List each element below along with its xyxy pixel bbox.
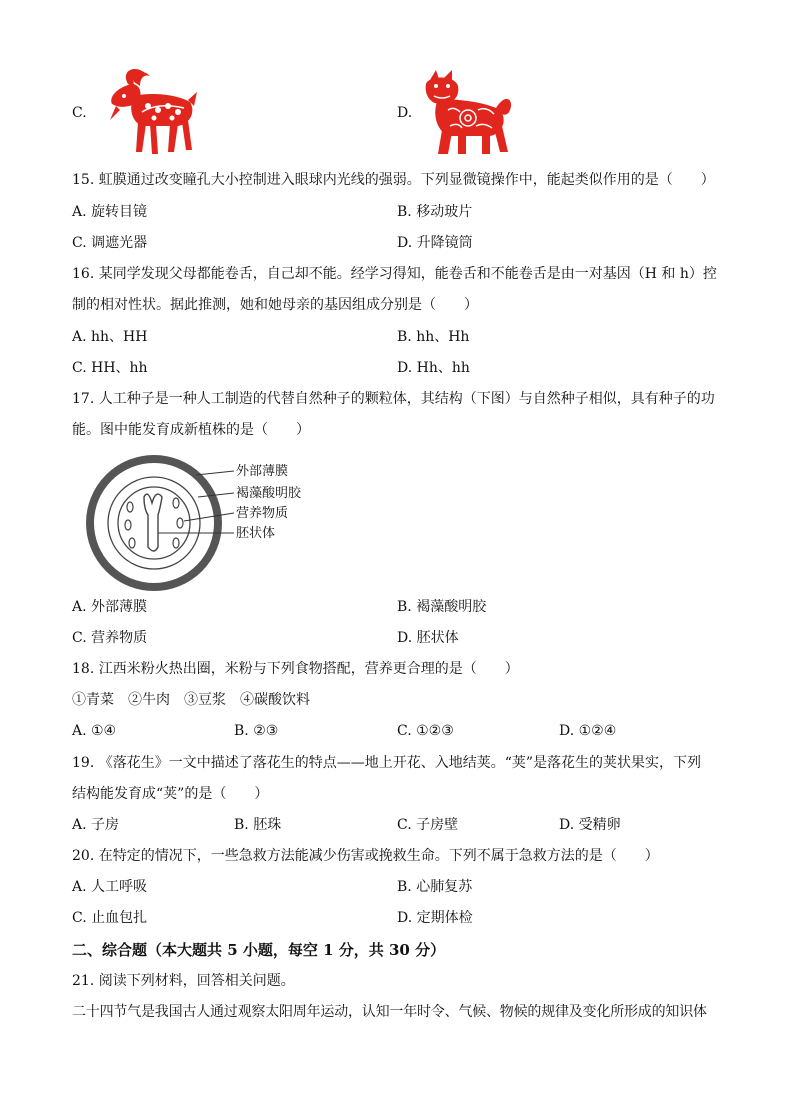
q18-option-b: B. ②③	[234, 723, 279, 739]
alginate-gel-shape	[108, 477, 200, 569]
q21-text: 二十四节气是我国古人通过观察太阳周年运动，认知一年时令、气候、物候的规律及变化所形成的知识体	[72, 1004, 707, 1020]
label-nutrients: 营养物质	[236, 506, 289, 521]
q20-stem: 20. 在特定的情况下，一些急救方法能减少伤害或挽救生命。下列不属于急救方法的是（ ）	[72, 848, 659, 864]
q20-option-a: A. 人工呼吸	[72, 879, 148, 895]
q19-option-b: B. 胚珠	[234, 817, 282, 833]
q18-option-a: A. ①④	[72, 723, 117, 739]
q18-option-c: C. ①②③	[397, 723, 454, 739]
q20-option-c: C. 止血包扎	[72, 910, 148, 926]
q20-option-b: B. 心肺复苏	[397, 879, 473, 895]
q16-option-a: A. hh、HH	[72, 329, 148, 345]
q17-option-a: A. 外部薄膜	[72, 599, 148, 615]
q17-option-c: C. 营养物质	[72, 630, 148, 646]
q15-option-b: B. 移动玻片	[397, 204, 473, 220]
q17-option-d: D. 胚状体	[397, 630, 459, 646]
q19-option-d: D. 受精卵	[559, 817, 621, 833]
q16-option-c: C. HH、hh	[72, 360, 148, 376]
outer-membrane-shape	[90, 459, 218, 587]
q20-option-d: D. 定期体检	[397, 910, 473, 926]
q18-items: ①青菜 ②牛肉 ③豆浆 ④碳酸饮料	[72, 692, 310, 708]
section2-heading: 二、综合题（本大题共 5 小题，每空 1 分，共 30 分）	[72, 941, 446, 959]
q16-stem-line1: 16. 某同学发现父母都能卷舌，自己却不能。经学习得知，能卷舌和不能卷舌是由一对基因（H 和 h）控	[72, 266, 717, 282]
q17-stem-line1: 17. 人工种子是一种人工制造的代替自然种子的颗粒体，其结构（下图）与自然种子相似，具有种子的功	[72, 391, 715, 407]
q15-option-d: D. 升降镜筒	[397, 235, 473, 251]
option-d-label: D.	[397, 105, 413, 121]
label-embryoid: 胚状体	[236, 526, 276, 541]
option-c-label: C.	[72, 105, 87, 121]
q17-option-b: B. 褐藻酸明胶	[397, 599, 487, 615]
q19-stem-line1: 19. 《落花生》一文中描述了落花生的特点——地上开花、入地结荚。“荚”是落花生的荚状果实，下列	[72, 755, 702, 771]
q15-stem: 15. 虹膜通过改变瞳孔大小控制进入眼球内光线的强弱。下列显微镜操作中，能起类似作用的是（ ）	[72, 172, 715, 188]
q16-stem-line2: 制的相对性状。据此推测，她和她母亲的基因组成分别是（ ）	[72, 297, 478, 313]
q19-stem-line2: 结构能发育成“荚”的是（ ）	[72, 786, 269, 802]
embryoid-shape	[144, 494, 162, 551]
label-alginate-gel: 褐藻酸明胶	[236, 486, 302, 501]
artificial-seed-diagram	[84, 453, 324, 597]
q21-stem: 21. 阅读下列材料，回答相关问题。	[72, 973, 295, 989]
dog-papercut-image	[424, 70, 514, 160]
q15-option-a: A. 旋转目镜	[72, 204, 148, 220]
q19-option-a: A. 子房	[72, 817, 120, 833]
q16-option-d: D. Hh、hh	[397, 360, 470, 376]
q19-option-c: C. 子房壁	[397, 817, 459, 833]
q18-stem: 18. 江西米粉火热出圈，米粉与下列食物搭配，营养更合理的是（ ）	[72, 661, 519, 677]
q18-option-d: D. ①②④	[559, 723, 617, 739]
q17-stem-line2: 能。图中能发育成新植株的是（ ）	[72, 422, 310, 438]
q16-option-b: B. hh、Hh	[397, 329, 470, 345]
label-outer-membrane: 外部薄膜	[236, 464, 289, 479]
goat-papercut-image	[98, 66, 198, 162]
q15-option-c: C. 调遮光器	[72, 235, 148, 251]
